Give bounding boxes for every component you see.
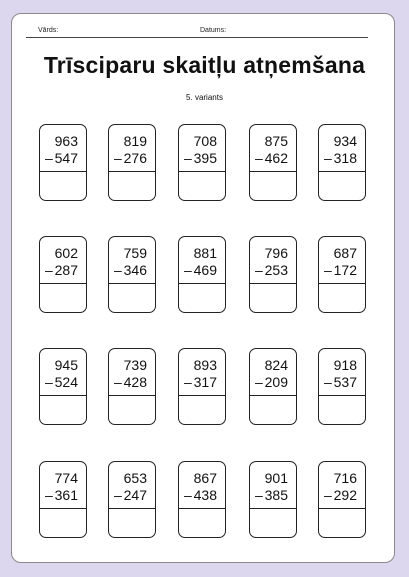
answer-line (40, 171, 86, 172)
subtrahend: 209 (264, 374, 288, 390)
answer-line (250, 395, 296, 396)
subtrahend: 346 (123, 262, 147, 278)
minuend: 901 (264, 470, 288, 486)
problem-card (318, 236, 366, 313)
subtrahend: 247 (123, 487, 147, 503)
subtrahend: 524 (54, 374, 78, 390)
name-label: Vārds: (38, 27, 59, 34)
minuend: 796 (264, 245, 288, 261)
subtrahend: 428 (123, 374, 147, 390)
minuend: 963 (54, 133, 78, 149)
subtrahend: 361 (54, 487, 78, 503)
answer-line (179, 171, 225, 172)
minuend: 716 (333, 470, 357, 486)
problem-card (39, 236, 87, 313)
problem-card (108, 124, 156, 201)
minuend: 934 (333, 133, 357, 149)
minuend: 819 (123, 133, 147, 149)
answer-line (319, 283, 365, 284)
variant-label: 5. variants (186, 93, 223, 102)
answer-line (109, 395, 155, 396)
minus-sign: – (324, 262, 332, 278)
answer-line (319, 508, 365, 509)
answer-line (179, 283, 225, 284)
minus-sign: – (324, 150, 332, 166)
subtrahend: 385 (264, 487, 288, 503)
subtrahend: 547 (54, 150, 78, 166)
minus-sign: – (255, 487, 263, 503)
minuend: 602 (54, 245, 78, 261)
subtrahend: 276 (123, 150, 147, 166)
subtrahend: 438 (193, 487, 217, 503)
answer-line (179, 508, 225, 509)
subtrahend: 253 (264, 262, 288, 278)
minuend: 774 (54, 470, 78, 486)
answer-line (250, 508, 296, 509)
minus-sign: – (114, 487, 122, 503)
answer-line (319, 171, 365, 172)
minus-sign: – (45, 262, 53, 278)
minuend: 653 (123, 470, 147, 486)
minuend: 824 (264, 357, 288, 373)
answer-line (319, 395, 365, 396)
problem-card (318, 348, 366, 425)
problem-card (108, 236, 156, 313)
problem-card (318, 124, 366, 201)
minuend: 708 (193, 133, 217, 149)
minuend: 687 (333, 245, 357, 261)
minuend: 893 (193, 357, 217, 373)
minus-sign: – (184, 262, 192, 278)
minus-sign: – (324, 487, 332, 503)
minuend: 945 (54, 357, 78, 373)
minuend: 867 (193, 470, 217, 486)
subtrahend: 462 (264, 150, 288, 166)
minuend: 739 (123, 357, 147, 373)
problem-card (249, 348, 297, 425)
minus-sign: – (45, 374, 53, 390)
answer-line (179, 395, 225, 396)
problem-card (178, 124, 226, 201)
subtrahend: 469 (193, 262, 217, 278)
answer-line (40, 395, 86, 396)
minus-sign: – (45, 487, 53, 503)
answer-line (40, 508, 86, 509)
minus-sign: – (114, 150, 122, 166)
subtrahend: 318 (333, 150, 357, 166)
minus-sign: – (255, 374, 263, 390)
subtrahend: 292 (333, 487, 357, 503)
problem-card (39, 348, 87, 425)
answer-line (109, 508, 155, 509)
problem-card (249, 124, 297, 201)
problem-card (39, 124, 87, 201)
problem-card (178, 461, 226, 538)
page-title: Trīsciparu skaitļu atņemšana (43, 52, 366, 78)
problem-card (249, 236, 297, 313)
minus-sign: – (114, 262, 122, 278)
subtrahend: 317 (193, 374, 217, 390)
subtrahend: 537 (333, 374, 357, 390)
minus-sign: – (114, 374, 122, 390)
problem-card (108, 461, 156, 538)
minus-sign: – (184, 487, 192, 503)
answer-line (109, 171, 155, 172)
problem-card (178, 348, 226, 425)
date-label: Datums: (200, 27, 227, 34)
minuend: 875 (264, 133, 288, 149)
minus-sign: – (45, 150, 53, 166)
minus-sign: – (184, 150, 192, 166)
answer-line (250, 171, 296, 172)
answer-line (40, 283, 86, 284)
answer-line (109, 283, 155, 284)
subtrahend: 395 (193, 150, 217, 166)
minuend: 918 (333, 357, 357, 373)
minus-sign: – (255, 150, 263, 166)
subtrahend: 172 (333, 262, 357, 278)
minuend: 759 (123, 245, 147, 261)
minus-sign: – (184, 374, 192, 390)
problem-card (249, 461, 297, 538)
answer-line (250, 283, 296, 284)
subtrahend: 287 (54, 262, 78, 278)
minus-sign: – (255, 262, 263, 278)
problem-card (108, 348, 156, 425)
minuend: 881 (193, 245, 217, 261)
header-line (26, 37, 368, 38)
problem-card (39, 461, 87, 538)
problem-card (178, 236, 226, 313)
problem-card (318, 461, 366, 538)
minus-sign: – (324, 374, 332, 390)
